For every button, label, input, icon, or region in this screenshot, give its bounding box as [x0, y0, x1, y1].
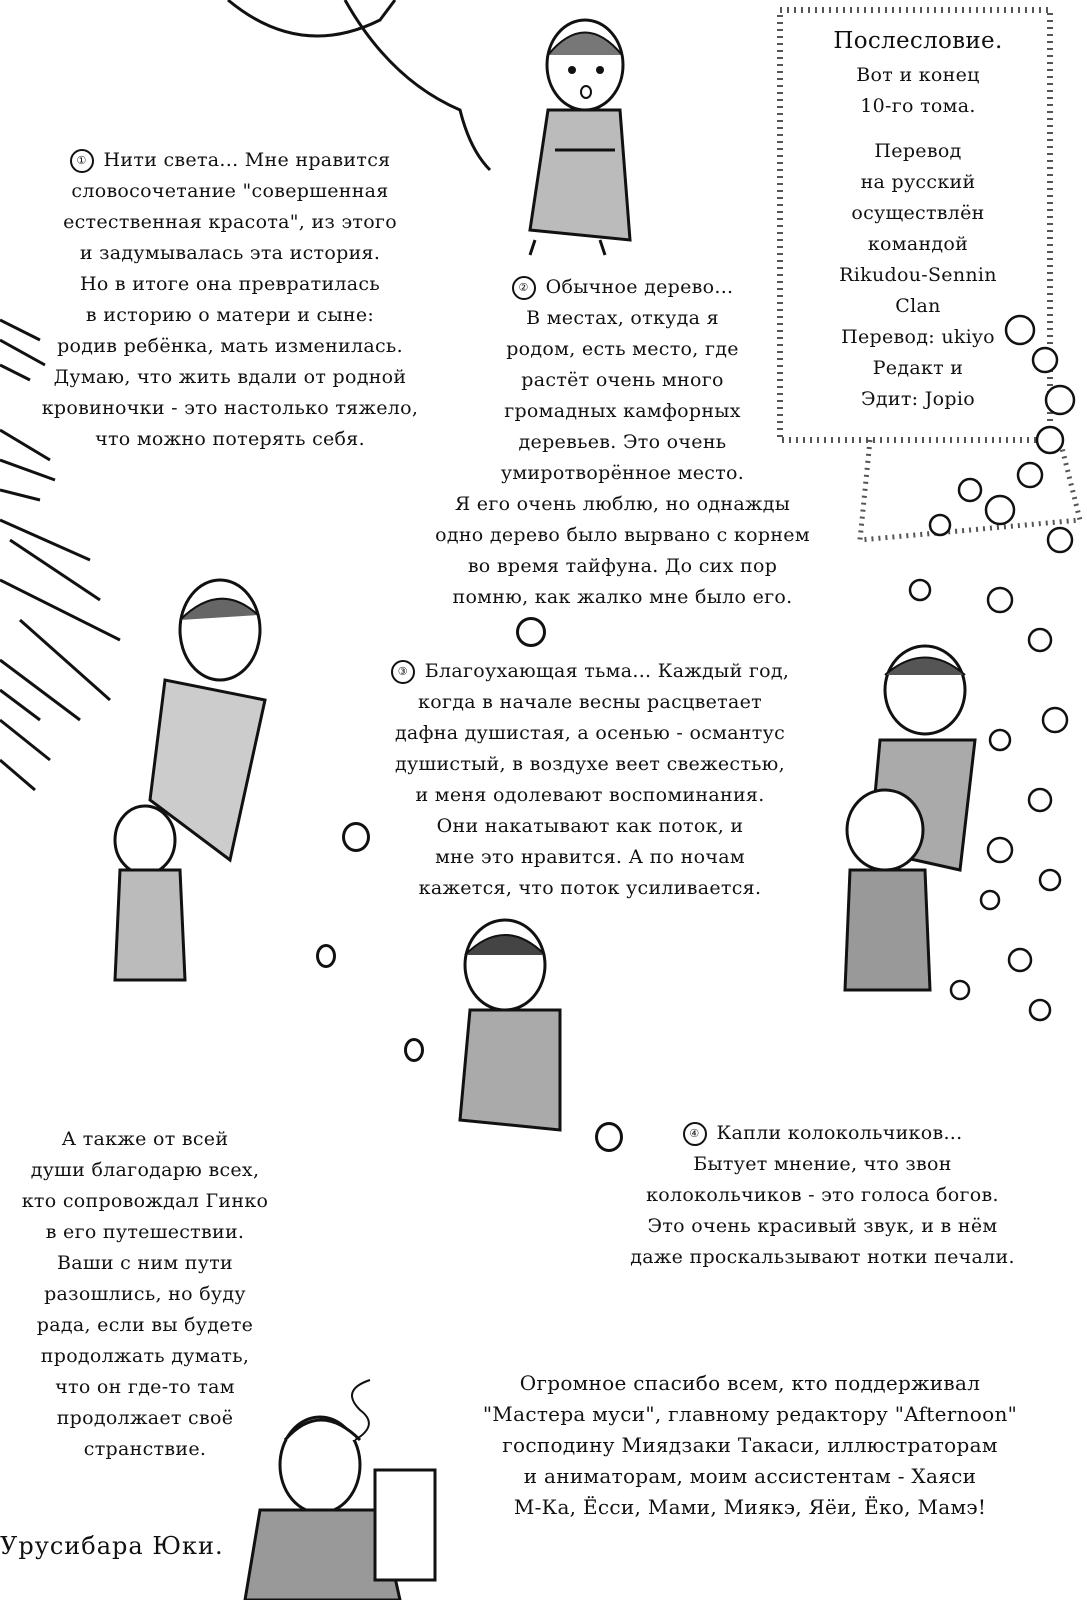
note-line: словосочетание "совершенная — [71, 180, 389, 202]
note-line — [400, 272, 845, 303]
author-signature: Урусибара Юки. — [0, 1532, 224, 1560]
note-line: Бытует мнение, что звон — [693, 1153, 952, 1175]
gratitude-line: разошлись, но буду — [44, 1283, 246, 1305]
afterword-line: Вот и конец — [856, 64, 980, 86]
note-4 — [600, 1118, 1045, 1273]
note-line: естественная красота", из этого — [63, 211, 397, 233]
note-marker: ③ — [391, 660, 415, 684]
gratitude-line: Огромное спасибо всем, кто поддерживал — [519, 1371, 981, 1395]
gratitude-line: рада, если вы будете — [36, 1314, 254, 1336]
note-text: Благоухающая тьма... Каждый год, — [424, 660, 790, 682]
afterword-line: осуществлён — [851, 202, 985, 224]
note-line: колокольчиков - это голоса богов. — [646, 1184, 999, 1206]
note-line: мне это нравится. А по ночам — [435, 846, 745, 868]
note-marker: ① — [70, 149, 94, 173]
note-line: умиротворённое место. — [500, 462, 745, 484]
afterword-title: Послесловие. — [833, 28, 1003, 54]
afterword-line: на русский — [860, 171, 976, 193]
gratitude-line: продолжать думать, — [40, 1345, 250, 1367]
note-line: кажется, что поток усиливается. — [418, 877, 762, 899]
note-line: Это очень красивый звук, и в нём — [647, 1215, 998, 1237]
afterword-line: Эдит: Jopio — [861, 388, 975, 410]
note-line: и задумывалась эта история. — [79, 242, 381, 264]
afterword-line: Перевод — [874, 140, 962, 162]
note-line: деревьев. Это очень — [518, 431, 727, 453]
note-line: даже проскальзывают нотки печали. — [630, 1246, 1015, 1268]
note-line: что можно потерять себя. — [95, 428, 365, 450]
note-line — [345, 656, 835, 687]
gratitude-bottom — [430, 1368, 1070, 1523]
gratitude-line: М-Ка, Ёсси, Мами, Миякэ, Яёи, Ёко, Мамэ! — [513, 1495, 987, 1519]
boy-figure-top — [530, 20, 630, 255]
gratitude-line: кто сопровождал Гинко — [21, 1190, 269, 1212]
afterword-line: Rikudou-Sennin — [839, 264, 997, 286]
note-line: помню, как жалко мне было его. — [452, 586, 793, 608]
note-line: в историю о матери и сыне: — [85, 304, 375, 326]
note-text: Обычное дерево... — [545, 276, 734, 298]
note-line: душистый, в воздухе веет свежестью, — [395, 753, 785, 775]
note-line: Думаю, что жить вдали от родной — [53, 366, 407, 388]
note-line: родом, есть место, где — [506, 338, 739, 360]
gratitude-line: что он где-то там — [55, 1376, 235, 1398]
gratitude-line: души благодарю всех, — [30, 1159, 260, 1181]
children-figures-right — [845, 646, 975, 990]
note-line: во время тайфуна. До сих пор — [467, 555, 778, 577]
note-marker: ④ — [683, 1122, 707, 1146]
afterword-line: Редакт и — [872, 357, 964, 379]
note-line: Я его очень люблю, но однажды — [454, 493, 791, 515]
note-1 — [10, 145, 450, 455]
note-text: Капли колокольчиков... — [716, 1122, 963, 1144]
bubble — [404, 1038, 424, 1062]
note-line: громадных камфорных — [504, 400, 741, 422]
gratitude-left — [5, 1124, 285, 1465]
gratitude-line: в его путешествии. — [45, 1221, 245, 1243]
note-line: В местах, откуда я — [526, 307, 719, 329]
gratitude-line: А также от всей — [61, 1128, 229, 1150]
afterword-line: командой — [867, 233, 969, 255]
note-2 — [400, 272, 845, 613]
note-line: кровиночки - это настолько тяжело, — [41, 397, 419, 419]
afterword-line: Перевод: ukiyo — [841, 326, 995, 348]
note-line: дафна душистая, а осенью - османтус — [394, 722, 786, 744]
bubble — [516, 617, 546, 647]
note-text: Нити света... Мне нравится — [103, 149, 391, 171]
note-line — [10, 145, 450, 176]
gratitude-line: Ваши с ним пути — [56, 1252, 233, 1274]
note-line: родив ребёнка, мать изменилась. — [57, 335, 403, 357]
note-line: когда в начале весны расцветает — [418, 691, 762, 713]
moon-outline — [228, 0, 395, 36]
gratitude-line: странствие. — [83, 1438, 207, 1460]
boy-figure-center — [460, 920, 560, 1130]
gratitude-line: "Мастера муси", главному редактору "Afternoon" — [482, 1402, 1018, 1426]
afterword-line: Clan — [895, 295, 941, 317]
bubble — [316, 944, 336, 968]
note-line: растёт очень много — [521, 369, 724, 391]
note-line: Они накатывают как поток, и — [436, 815, 744, 837]
note-line: одно дерево было вырвано с корнем — [435, 524, 810, 546]
gratitude-line: господину Миядзаки Такаси, иллюстраторам — [502, 1433, 998, 1457]
note-line — [600, 1118, 1045, 1149]
gratitude-line: и аниматорам, моим ассистентам - Хаяси — [523, 1464, 977, 1488]
note-line: и меня одолевают воспоминания. — [415, 784, 765, 806]
note-3 — [345, 656, 835, 904]
gratitude-line: продолжает своё — [56, 1407, 234, 1429]
note-line: Но в итоге она превратилась — [79, 273, 381, 295]
man-and-boy-figure — [115, 580, 265, 980]
note-marker: ② — [512, 276, 536, 300]
afterword-line: 10-го тома. — [860, 95, 976, 117]
